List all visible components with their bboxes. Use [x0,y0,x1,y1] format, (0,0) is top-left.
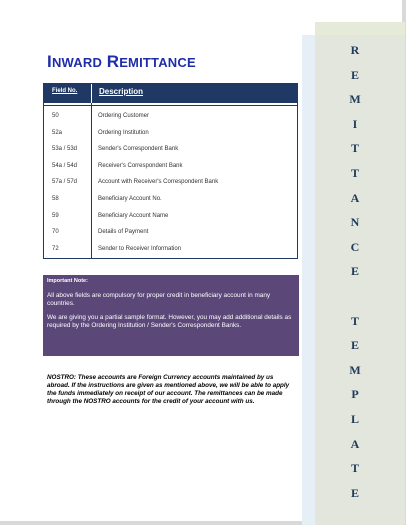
header-description: Description [99,87,144,96]
sidebar-letter: E [350,485,359,500]
sidebar-letter: T [350,313,359,328]
sidebar-letter: T [350,461,359,476]
table-header [44,84,297,103]
note-paragraph-1: All above fields are compulsory for proper credit in beneficiary account in many countries. [47,292,271,307]
title-cap-1: I [47,52,52,71]
table-row [44,141,297,158]
sidebar-top-band [315,22,405,35]
field-number-cell: 54a / 54d [52,162,78,169]
note-title: Important Note: [47,278,88,284]
important-note-box [43,275,299,356]
sidebar-letter: P [351,387,359,402]
table-row [44,224,297,241]
header-field-no: Field No. [52,88,78,94]
fields-table [43,83,298,259]
sidebar-letter [340,284,370,309]
description-cell: Sender to Receiver Information [98,245,182,252]
sidebar-letter: I [352,116,358,131]
title-rest-1: NWARD [51,55,103,70]
sidebar-vertical-title [340,38,370,505]
sidebar-letter: L [350,411,359,426]
sidebar-letter: R [350,43,360,57]
sidebar-letter: A [350,190,360,205]
field-number-cell: 72 [52,245,59,252]
sidebar-letter: M [349,362,361,377]
table-row [44,125,297,142]
description-cell: Receiver's Correspondent Bank [98,162,183,169]
description-cell: Ordering Institution [98,129,149,136]
header-separator [91,84,92,103]
sidebar-letter: E [350,67,359,82]
sidebar-letter: N [350,215,360,230]
table-row [44,174,297,191]
description-cell: Account with Receiver's Correspondent Bank [98,179,219,186]
title-cap-2: R [106,52,120,71]
sidebar-letter: C [350,239,360,254]
title-rest-2: EMITTANCE [119,55,196,70]
table-row [44,208,297,225]
sidebar-edge [302,35,315,525]
sidebar-letter: T [350,141,359,156]
nostro-paragraph: NOSTRO: These accounts are Foreign Currency accounts maintained by us abroad. If the instructions are given as mentioned above, we will be able to apply the funds immediately on receipt of our account. The remittances can be made through the NOSTRO accounts for the credit of your account with us. [47,374,290,406]
description-cell: Beneficiary Account No. [98,195,162,202]
description-cell: Details of Payment [98,229,149,236]
table-body [44,108,297,257]
sidebar-letter: E [350,338,359,353]
sidebar-letter: M [349,92,361,107]
sidebar-letter: E [350,264,359,279]
header-underline [44,105,297,106]
description-cell: Beneficiary Account Name [98,212,169,219]
page-title [47,52,196,72]
field-number-cell: 50 [52,113,59,119]
field-number-cell: 57a / 57d [52,179,78,186]
table-row [44,191,297,208]
description-cell: Ordering Customer [98,113,150,119]
field-number-cell: 70 [52,229,59,236]
table-row [44,158,297,175]
field-number-cell: 59 [52,212,59,219]
sidebar-letter: T [350,165,359,180]
description-cell: Sender's Correspondent Bank [98,146,179,153]
field-number-cell: 52a [52,129,63,136]
field-number-cell: 53a / 53d [52,146,78,153]
sidebar-letter: A [350,436,360,451]
table-row [44,108,297,125]
note-paragraph-2: We are giving you a partial sample format. However, you may add additional details as required by the Ordering Institution / Sender's Correspondent Banks. [47,314,292,329]
field-number-cell: 58 [52,195,59,202]
table-row [44,241,297,258]
